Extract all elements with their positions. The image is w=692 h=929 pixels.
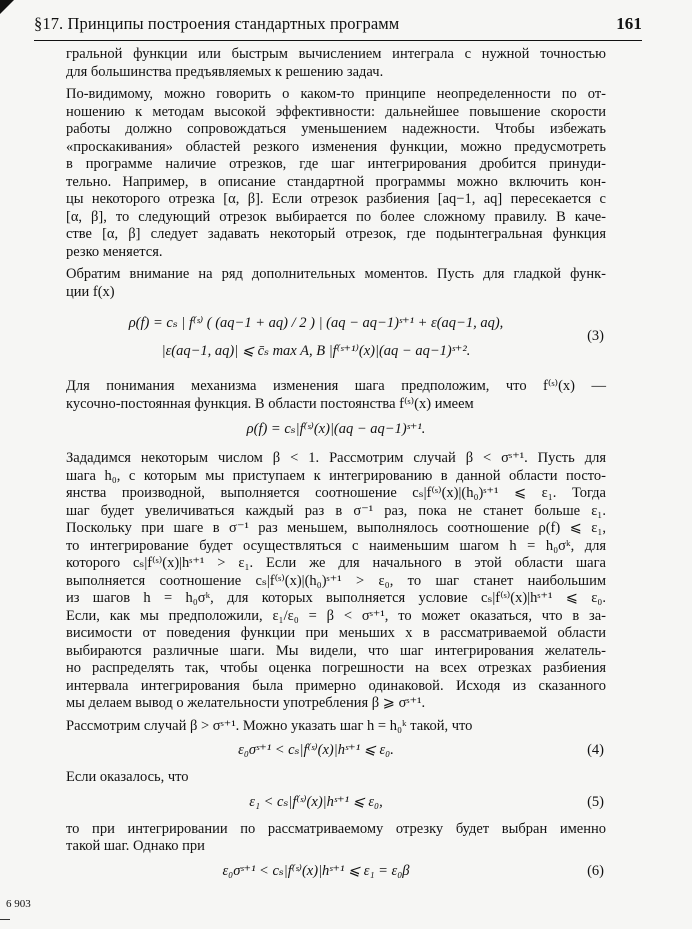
text-line: цы некоторого отрезка [α, β]. Если отрезок разбиения [aq−1, aq] пересекается с — [66, 191, 606, 207]
formula-line: ρ(f) = cₛ | f⁽ˢ⁾ ( (aq−1 + aq) / 2 ) | (aq − aq−1)ˢ⁺¹ + ε(aq−1, aq), — [128, 315, 504, 331]
text-line: «проскакивания» областей резкого изменения функции, можно предусмотреть — [66, 138, 606, 155]
formula-line: ρ(f) = cₛ|f⁽ˢ⁾(x)|(aq − aq−1)ˢ⁺¹. — [246, 421, 426, 437]
text-line: то интегрирование будет осуществляться с наименьшим шагом h = h₀σᵏ, для — [66, 537, 606, 554]
printer-signature: 6 903 — [6, 898, 31, 910]
formula-line: ε₀σˢ⁺¹ < cₛ|f⁽ˢ⁾(x)|hˢ⁺¹ ⩽ ε₀. — [238, 742, 394, 758]
equation-number: (6) — [587, 862, 604, 879]
text-line: Обратим внимание на ряд дополнительных моментов. Пусть для гладкой функ- — [66, 266, 606, 282]
text-line: в программе наличие отрезков, где шаг интегрирования дробится принуди- — [66, 156, 606, 172]
paragraph — [66, 769, 606, 787]
corner-mark — [0, 0, 14, 14]
formula-rho — [66, 418, 606, 444]
text-line: ции f(x) — [66, 283, 115, 300]
text-line: которого cₛ|f⁽ˢ⁾(x)|hˢ⁺¹ > ε₁. Если же для начального в этой области шага — [66, 555, 606, 571]
text-line: янства производной, выполняется соотношение cₛ|f⁽ˢ⁾(x)|(h₀)ˢ⁺¹ ⩽ ε₁. Тогда — [66, 485, 606, 501]
header-rule — [34, 40, 642, 41]
formula-5 — [66, 791, 606, 815]
page-number: 161 — [616, 14, 642, 33]
paragraph — [66, 821, 606, 856]
text-line: Зададимся некоторым числом β < 1. Рассмотрим случай β < σˢ⁺¹. Пусть для — [66, 450, 606, 466]
text-line: По-видимому, можно говорить о каком-то принципе неопределенности по от- — [66, 86, 606, 102]
formula-line: |ε(aq−1, aq)| ⩽ c̄ₛ max A, B |f⁽ˢ⁺¹⁾(x)|(aq − aq−1)ˢ⁺². — [161, 343, 471, 359]
text-line: но распределять так, чтобы оценка погрешности на всех отрезках разбиения — [66, 660, 606, 676]
text-line: то при интегрировании по рассматриваемому отрезку будет выбран именно — [66, 820, 606, 837]
formula-6 — [66, 860, 606, 884]
paragraph — [66, 450, 606, 713]
text-line: резко меняется. — [66, 243, 163, 260]
text-line: тельно. Например, в описание стандартной программы можно включить кон- — [66, 173, 606, 190]
text-line: выбираются различные шаги. Мы видели, что шаг интегрирования желатель- — [66, 642, 606, 659]
text-line: шага h₀, с которым мы приступаем к интегрированию в данной области посто- — [66, 467, 606, 484]
equation-number: (3) — [587, 328, 604, 344]
text-line: Если, как мы предположили, ε₁/ε₀ = β < σˢ⁺¹, то может оказаться, что в за- — [66, 607, 606, 624]
equation-number: (4) — [587, 742, 604, 758]
text-line: шаг будет увеличиваться каждый раз в σ⁻¹ раз, пока не станет больше ε₁. — [66, 502, 606, 519]
running-header — [34, 14, 642, 36]
section-title: §17. Принципы построения стандартных программ — [34, 14, 400, 33]
text-line: из шагов h = h₀σᵏ, для которых выполняется условие cₛ|f⁽ˢ⁾(x)|hˢ⁺¹ ⩽ ε₀. — [66, 590, 606, 606]
text-line: мы делаем вывод о желательности употребления β ⩾ σˢ⁺¹. — [66, 695, 426, 711]
text-line: Рассмотрим случай β > σˢ⁺¹. Можно указать шаг h = h₀ᵏ такой, что — [66, 717, 473, 734]
paragraph — [66, 46, 606, 81]
page-body — [66, 46, 606, 890]
formula-4 — [66, 739, 606, 763]
text-line: для большинства предъявляемых к решению задач. — [66, 63, 384, 80]
text-line: Если оказалось, что — [66, 769, 189, 785]
text-line: Поскольку при шаге в σ⁻¹ раз меньшем, выполнялось соотношение ρ(f) ⩽ ε₁, — [66, 520, 606, 536]
formula-line: ε₀σˢ⁺¹ < cₛ|f⁽ˢ⁾(x)|hˢ⁺¹ ⩽ ε₁ = ε₀β — [222, 862, 410, 879]
paragraph — [66, 266, 606, 301]
text-line: стве [α, β] следует задавать некоторый отрезок, где подынтегральная функция — [66, 226, 606, 242]
text-line: Для понимания механизма изменения шага предположим, что f⁽ˢ⁾(x) — — [66, 378, 606, 394]
formula-line: ε₁ < cₛ|f⁽ˢ⁾(x)|hˢ⁺¹ ⩽ ε₀, — [249, 793, 383, 810]
formula-3 — [66, 306, 606, 372]
footer-mark — [0, 919, 10, 920]
text-line: выполняется соотношение cₛ|f⁽ˢ⁾(x)|(h₀)ˢ⁺¹ > ε₀, то шаг станет наибольшим — [66, 572, 606, 589]
text-line: такой шаг. Однако при — [66, 838, 205, 854]
paragraph — [66, 378, 606, 413]
text-line: ношению к методам высокой эффективности: дальнейшее повышение скорости — [66, 103, 606, 120]
paragraph — [66, 718, 606, 736]
text-line: интервала интегрирования была примерно одинаковой. Исходя из сказанного — [66, 677, 606, 694]
text-line: [α, β], то следующий отрезок выбирается по более сложному правилу. В каче- — [66, 208, 606, 225]
equation-number: (5) — [587, 793, 604, 810]
text-line: висимости от поведения функции при меньших x в рассматриваемой области — [66, 625, 606, 641]
text-line: гральной функции или быстрым вычислением интеграла с нужной точностью — [66, 46, 606, 62]
text-line: работы должно сопровождаться уменьшением надежности. Чтобы избежать — [66, 121, 606, 137]
text-line: кусочно-постоянная функция. В области постоянства f⁽ˢ⁾(x) имеем — [66, 395, 474, 412]
paragraph — [66, 86, 606, 261]
